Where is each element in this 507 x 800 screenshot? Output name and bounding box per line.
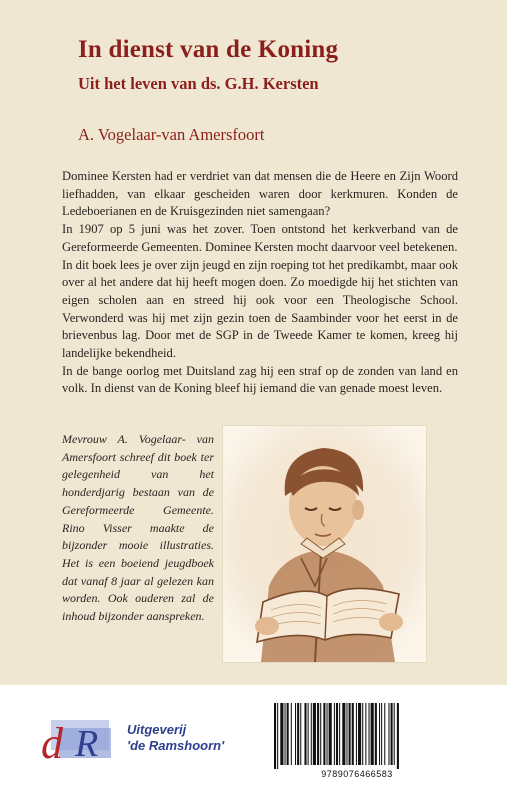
barcode-bar [334,703,335,765]
publisher-line-2: 'de Ramshoorn' [127,738,225,753]
publisher-name [127,722,224,754]
barcode-bar [313,703,316,765]
barcode-bar [277,703,278,769]
isbn-number: 9789076466583 [321,769,393,779]
barcode-bar [329,703,332,765]
barcode-bar [274,703,276,769]
barcode-bar [365,703,366,765]
barcode-bar [352,703,354,765]
barcode-bar [379,703,380,765]
boy-reading-illustration [223,426,426,662]
blurb-paragraph: In dit boek lees je over zijn jeugd en zijn roeping tot het predikambt, maar ook over al het andere dat hij heeft mogen doen. Zo moedigde hij het stichten van eigen scholen aan en streed hij ook voor een Theologische School. Verwonderd was hij met zijn gezin toen de Saambinder voor het eerst in de brievenbus lag. Door met de SGP in de Tweede Kamer te komen, kreeg hij landelijke bekendheid. [62,257,458,361]
barcode-bar [391,703,393,765]
barcode-bar [320,703,321,765]
author-note: Mevrouw A. Vogelaar- van Amersfoort schreef dit boek ter gelegenheid van het honderdjarig bestaan van de Gereformeerde Gemeente. Rino Visser maakte de bijzonder mooie illustraties. Het is een boeiend jeugdboek dat vanaf 8 jaar al gelezen kan worden. Ook ouderen zal de inhoud bijzonder aanspreken. [62,432,214,624]
barcode-bar [323,703,325,765]
barcode-bar [388,703,389,765]
barcode-bar [327,703,328,765]
barcode-bar [349,703,351,765]
barcode-bar [285,703,286,765]
barcode-bar [295,703,296,765]
barcode-bar [342,703,345,765]
barcode-bar [311,703,312,765]
barcode [268,701,446,785]
barcode-bar [308,703,309,765]
blurb-paragraph: In 1907 op 5 juni was het zover. Toen ontstond het kerkverband van de Gereformeerde Gemeenten. Dominee Kersten mocht daarvoor veel betekenen. [62,222,458,254]
barcode-bar [300,703,301,765]
barcode-bar [369,703,370,765]
svg-text:R: R [75,723,99,765]
barcode-bar [336,703,338,765]
book-author: A. Vogelaar-van Amersfoort [78,125,265,144]
barcode-bars [268,701,446,769]
blurb-paragraph: In de bange oorlog met Duitsland zag hij een straf op de zonden van land en volk. In dienst van de Koning bleef hij iemand die van genade moest leven. [62,363,458,396]
barcode-bar [384,703,385,765]
barcode-bar [339,703,340,765]
barcode-bar [371,703,374,765]
barcode-bar [287,703,289,765]
book-subtitle: Uit het leven van ds. G.H. Kersten [78,74,319,93]
barcode-bar [317,703,319,765]
barcode-bar [291,703,292,765]
svg-text:d: d [41,719,63,768]
barcode-bar [346,703,347,765]
barcode-bar [304,703,306,765]
book-title: In dienst van de Koning [78,36,339,63]
barcode-bar [362,703,363,765]
blurb [62,168,458,398]
barcode-bar [297,703,299,765]
barcode-bar [381,703,382,765]
barcode-bar [397,703,399,769]
barcode-bar [356,703,357,765]
publisher-line-1: Uitgeverij [127,722,187,737]
blurb-paragraph: Dominee Kersten had er verdriet van dat mensen die de Heere en Zijn Woord liefhadden, van elkaar gescheiden waren door kerkmuren. Konden de Ledeboerianen en de Kruisgezinden niet samengaan? [62,169,458,219]
barcode-bar [375,703,377,765]
ramshoorn-logo-icon [37,712,121,770]
barcode-bar [358,703,361,765]
barcode-bar [394,703,395,765]
barcode-bar [280,703,283,765]
